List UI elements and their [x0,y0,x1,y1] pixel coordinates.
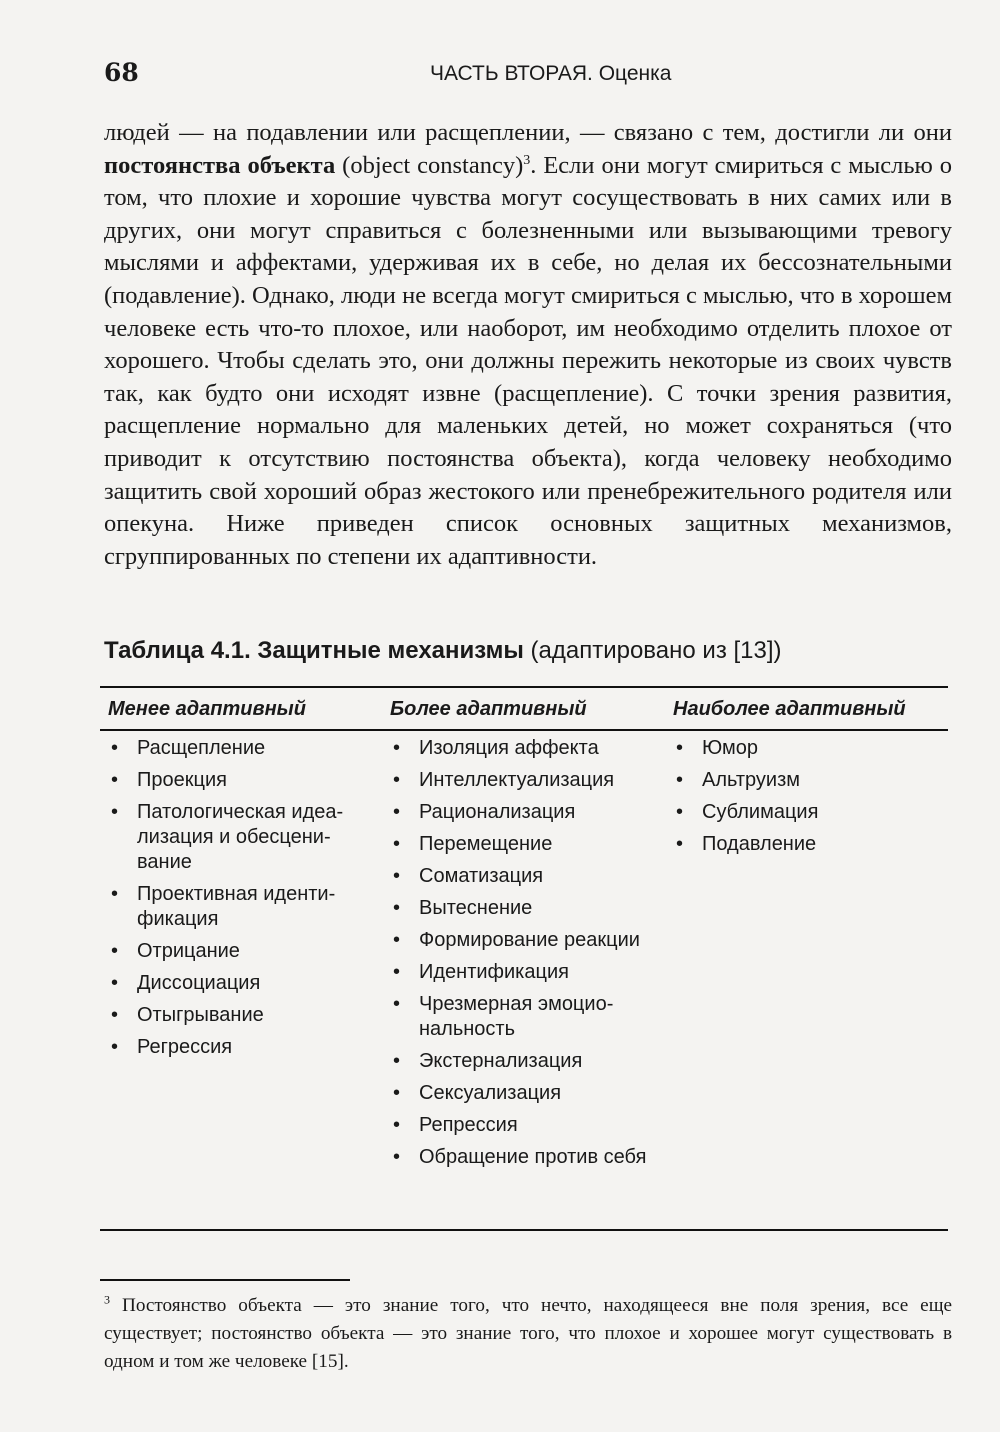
body-paragraph [104,117,952,573]
table-caption-source: (адаптировано из [13]) [523,637,782,664]
footnote [104,1292,952,1376]
less-adaptive-list [108,736,370,1067]
list-item: • Идентификация [390,960,650,985]
list-item: • Чрезмерная эмоциональность [390,992,650,1042]
list-item: • Диссоциация [108,971,370,996]
body-text-part2: (object constancy) [335,151,524,179]
table-bottom-rule [100,1229,948,1231]
list-item: • Обращение против себя [390,1145,650,1170]
list-item: • Проекция [108,768,370,793]
list-item: • Расщепление [108,736,370,761]
list-item: • Сексуализация [390,1081,650,1106]
list-item: • Патологическая идеализация и обесценивание [108,800,370,875]
list-item: • Вытеснение [390,896,650,921]
list-item: • Изоляция аффекта [390,736,650,761]
list-item: • Регрессия [108,1035,370,1060]
table-header-rule [100,729,948,731]
bold-term: постоянства объекта [104,151,336,179]
list-item: • Альтруизм [673,768,923,793]
list-item: • Интеллектуализация [390,768,650,793]
list-item: • Соматизация [390,864,650,889]
column-header-most-adaptive: Наиболее адаптивный [673,698,906,720]
footnote-number: 3 [104,1292,110,1307]
page-header [104,58,952,98]
list-item: • Проективная идентификация [108,882,370,932]
column-header-more-adaptive: Более адаптивный [390,698,587,720]
footnote-reference: 3 [523,152,531,168]
list-item: • Сублимация [673,800,923,825]
list-item: • Отыгрывание [108,1003,370,1028]
list-item: • Репрессия [390,1113,650,1138]
most-adaptive-list [673,736,923,864]
body-text-part1: людей — на подавлении или расщеплении, — связано с тем, достигли ли они [104,119,952,146]
column-header-less-adaptive: Менее адаптивный [108,698,306,720]
table-top-rule [100,686,948,688]
list-item: • Рационализация [390,800,650,825]
footnote-text: Постоянство объекта — это знание того, что нечто, находящееся вне поля зрения, все еще существует; постоянство объекта — это знание того, что плохое и хорошее могут существовать в одном и том же человеке [15]. [104,1295,952,1372]
list-item: • Экстернализация [390,1049,650,1074]
list-item: • Отрицание [108,939,370,964]
footnote-rule [100,1279,350,1281]
table-caption-title: Таблица 4.1. Защитные механизмы [104,637,524,664]
running-head: ЧАСТЬ ВТОРАЯ. Оценка [430,62,672,85]
list-item: • Формирование реакции [390,928,650,953]
more-adaptive-list [390,736,650,1177]
body-text-part3: . Если они могут смириться с мыслью о том, что плохие и хорошие чувства могут сосуществовать в них самих или в других, они могут справиться с болезненными или вызывающими тревогу мыслями и аффектами, удерживая их в себе, но делая их бессознательными (подавление). Однако, люди не всегда могут смириться с мыслью, что в хорошем человеке есть что-то плохое, или наоборот, им необходимо отделить плохое от хорошего. Чтобы сделать это, они должны пережить некоторые из своих чувств так, как будто они исходят извне (расщепление). С точки зрения развития, расщепление нормально для маленьких детей, но может сохраняться (что приводит к отсутствию постоянства объекта), когда человеку необходимо защитить свой хороший образ жестокого или пренебрежительного родителя или опекуна. Ниже приведен список основных защитных механизмов, сгруппированных по степени их адаптивности. [104,151,953,570]
table-caption [104,637,952,665]
page-number: 68 [104,58,139,87]
list-item: • Юмор [673,736,923,761]
list-item: • Подавление [673,832,923,857]
list-item: • Перемещение [390,832,650,857]
